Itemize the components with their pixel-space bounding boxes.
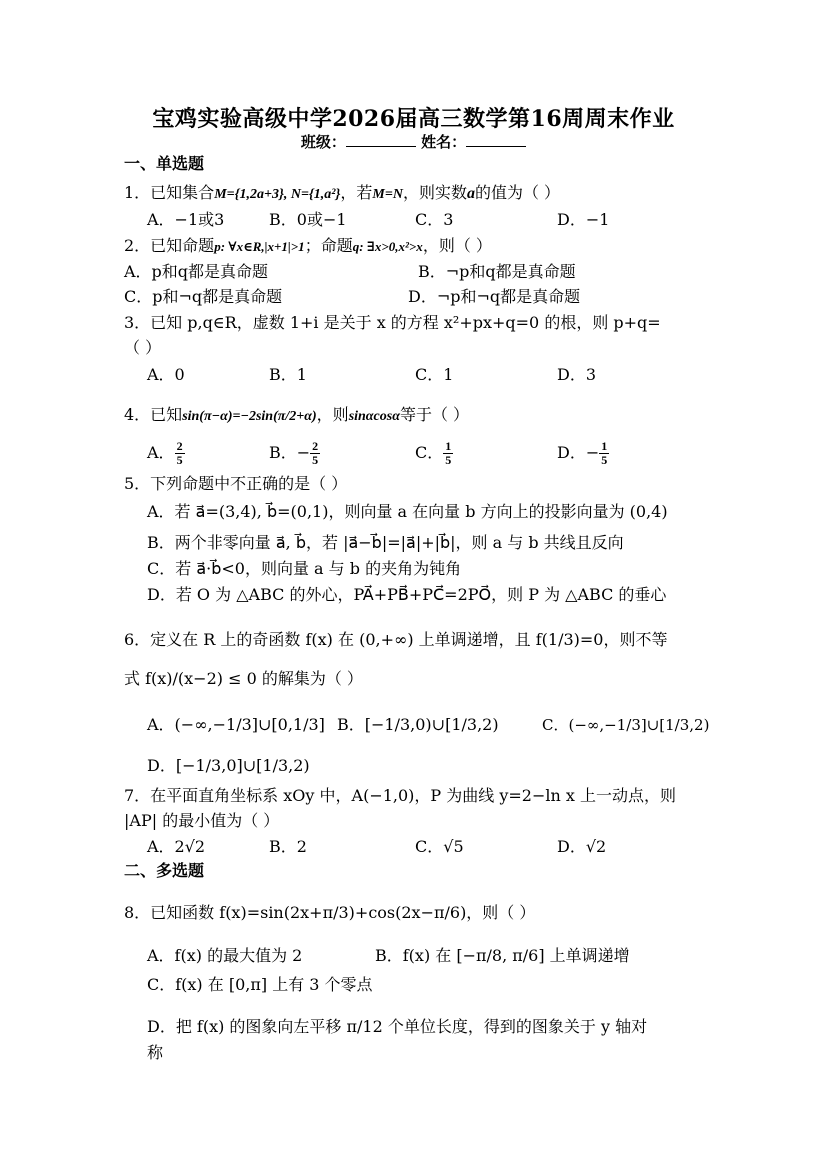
q3-option-c[interactable]: C．1 <box>415 365 454 384</box>
question-3-stem-line1: 3．已知 p,q∈R，虚数 1+i 是关于 x 的方程 x²+px+q=0 的根，则 p+q= <box>124 313 661 332</box>
q5-option-c[interactable]: C．若 a⃗·b⃗<0，则向量 a 与 b 的夹角为钝角 <box>147 559 462 578</box>
q7-option-d[interactable]: D．√2 <box>557 837 607 856</box>
question-8-stem: 8．已知函数 f(x)=sin(2x+π/3)+cos(2x−π/6)，则（ ） <box>124 903 536 922</box>
student-info <box>0 131 827 152</box>
q5-option-d[interactable]: D．若 O 为 △ABC 的外心，PA⃗+PB⃗+PC⃗=2PO⃗，则 P 为 △ABC 的垂心 <box>147 585 667 604</box>
q3-option-b[interactable]: B．1 <box>269 365 307 384</box>
q4-option-d[interactable]: D．− $\frac{1}{5}$ <box>557 439 608 467</box>
question-7-stem-line1: 7．在平面直角坐标系 xOy 中，A(−1,0)，P 为曲线 y=2−ln x 上一动点，则 <box>124 786 677 805</box>
q4-b-fraction: $\frac{2}{5}$ <box>312 439 319 467</box>
q8-option-c[interactable]: C．f(x) 在 [0,π] 上有 3 个零点 <box>147 975 373 994</box>
q4-a-fraction: $\frac{2}{5}$ <box>176 439 183 467</box>
class-blank[interactable] <box>346 132 416 147</box>
q8-option-d-line2: 称 <box>147 1043 164 1062</box>
q6-option-a[interactable]: A．(−∞,−1/3]∪[0,1/3] <box>147 715 325 734</box>
q4-option-a[interactable]: A． $\frac{2}{5}$ <box>147 439 183 467</box>
q7-option-c[interactable]: C．√5 <box>415 837 464 856</box>
q1-option-c[interactable]: C．3 <box>415 210 454 229</box>
q8-option-a[interactable]: A．f(x) 的最大值为 2 <box>147 946 303 965</box>
name-blank[interactable] <box>466 132 526 147</box>
question-4-stem: 4．已知sin(π−α)=−2sin(π/2+α)，则sinαcosα等于（ ） <box>124 405 470 424</box>
question-1-stem: 1．已知集合M={1,2a+3}, N={1,a²}，若M=N，则实数a的值为（ ） <box>124 183 561 202</box>
name-label: 姓名： <box>421 133 467 151</box>
q1-option-b[interactable]: B．0或−1 <box>269 210 347 229</box>
question-3-stem-line2: （ ） <box>124 338 162 357</box>
question-5-stem: 5．下列命题中不正确的是（ ） <box>124 474 348 493</box>
question-6-stem-line1: 6．定义在 R 上的奇函数 f(x) 在 (0,+∞) 上单调递增，且 f(1/3)=0，则不等 <box>124 630 668 649</box>
q2-option-a[interactable]: A．p和q都是真命题 <box>124 262 269 281</box>
q6-option-d[interactable]: D．[−1/3,0]∪[1/3,2) <box>147 756 310 775</box>
section-single-choice: 一、单选题 <box>124 154 205 173</box>
question-2-stem: 2．已知命题p: ∀x∈R,|x+1|>1；命题q: ∃x>0,x²>x，则（ ） <box>124 236 492 255</box>
q2-option-d[interactable]: D．¬p和¬q都是真命题 <box>408 287 581 306</box>
q5-option-a[interactable]: A．若 a⃗=(3,4), b⃗=(0,1)，则向量 a 在向量 b 方向上的投影向量为 (0,4) <box>147 502 668 521</box>
q6-option-c[interactable]: C．(−∞,−1/3]∪[1/3,2) <box>542 716 710 734</box>
q2-proposition-p: p: ∀x∈R,|x+1|>1 <box>214 239 305 254</box>
q7-option-a[interactable]: A．2√2 <box>147 837 206 856</box>
q3-option-a[interactable]: A．0 <box>147 365 185 384</box>
question-7-stem-line2: |AP| 的最小值为（ ） <box>124 811 280 830</box>
q4-equation: sin(π−α)=−2sin(π/2+α) <box>182 409 317 424</box>
q2-option-c[interactable]: C．p和¬q都是真命题 <box>124 287 283 306</box>
section-multiple-choice: 二、多选题 <box>124 861 205 880</box>
q2-option-b[interactable]: B．¬p和q都是真命题 <box>418 262 576 281</box>
q5-option-b[interactable]: B．两个非零向量 a⃗, b⃗，若 |a⃗−b⃗|=|a⃗|+|b⃗|，则 a 与 b 共线且反向 <box>147 533 624 552</box>
page-title: 宝鸡实验高级中学2026届高三数学第16周周末作业 <box>152 106 675 132</box>
q7-option-b[interactable]: B．2 <box>269 837 307 856</box>
q6-option-b[interactable]: B．[−1/3,0)∪[1/3,2) <box>337 715 499 734</box>
q4-option-b[interactable]: B．− $\frac{2}{5}$ <box>269 439 319 467</box>
question-6-stem-line2: 式 f(x)/(x−2) ≤ 0 的解集为（ ） <box>124 669 363 688</box>
q2-proposition-q: q: ∃x>0,x²>x <box>352 239 423 254</box>
q8-option-b[interactable]: B．f(x) 在 [−π/8, π/6] 上单调递增 <box>375 946 630 965</box>
class-label: 班级： <box>300 133 346 151</box>
q4-d-fraction: $\frac{1}{5}$ <box>601 439 608 467</box>
q3-option-d[interactable]: D．3 <box>557 365 597 384</box>
q1-sets: M={1,2a+3}, N={1,a²} <box>214 187 341 202</box>
q4-c-fraction: $\frac{1}{5}$ <box>445 439 452 467</box>
q1-option-d[interactable]: D．−1 <box>557 210 610 229</box>
q4-option-c[interactable]: C． $\frac{1}{5}$ <box>415 439 452 467</box>
q1-option-a[interactable]: A．−1或3 <box>147 210 225 229</box>
q8-option-d-line1[interactable]: D．把 f(x) 的图象向左平移 π/12 个单位长度，得到的图象关于 y 轴对 <box>147 1017 648 1036</box>
